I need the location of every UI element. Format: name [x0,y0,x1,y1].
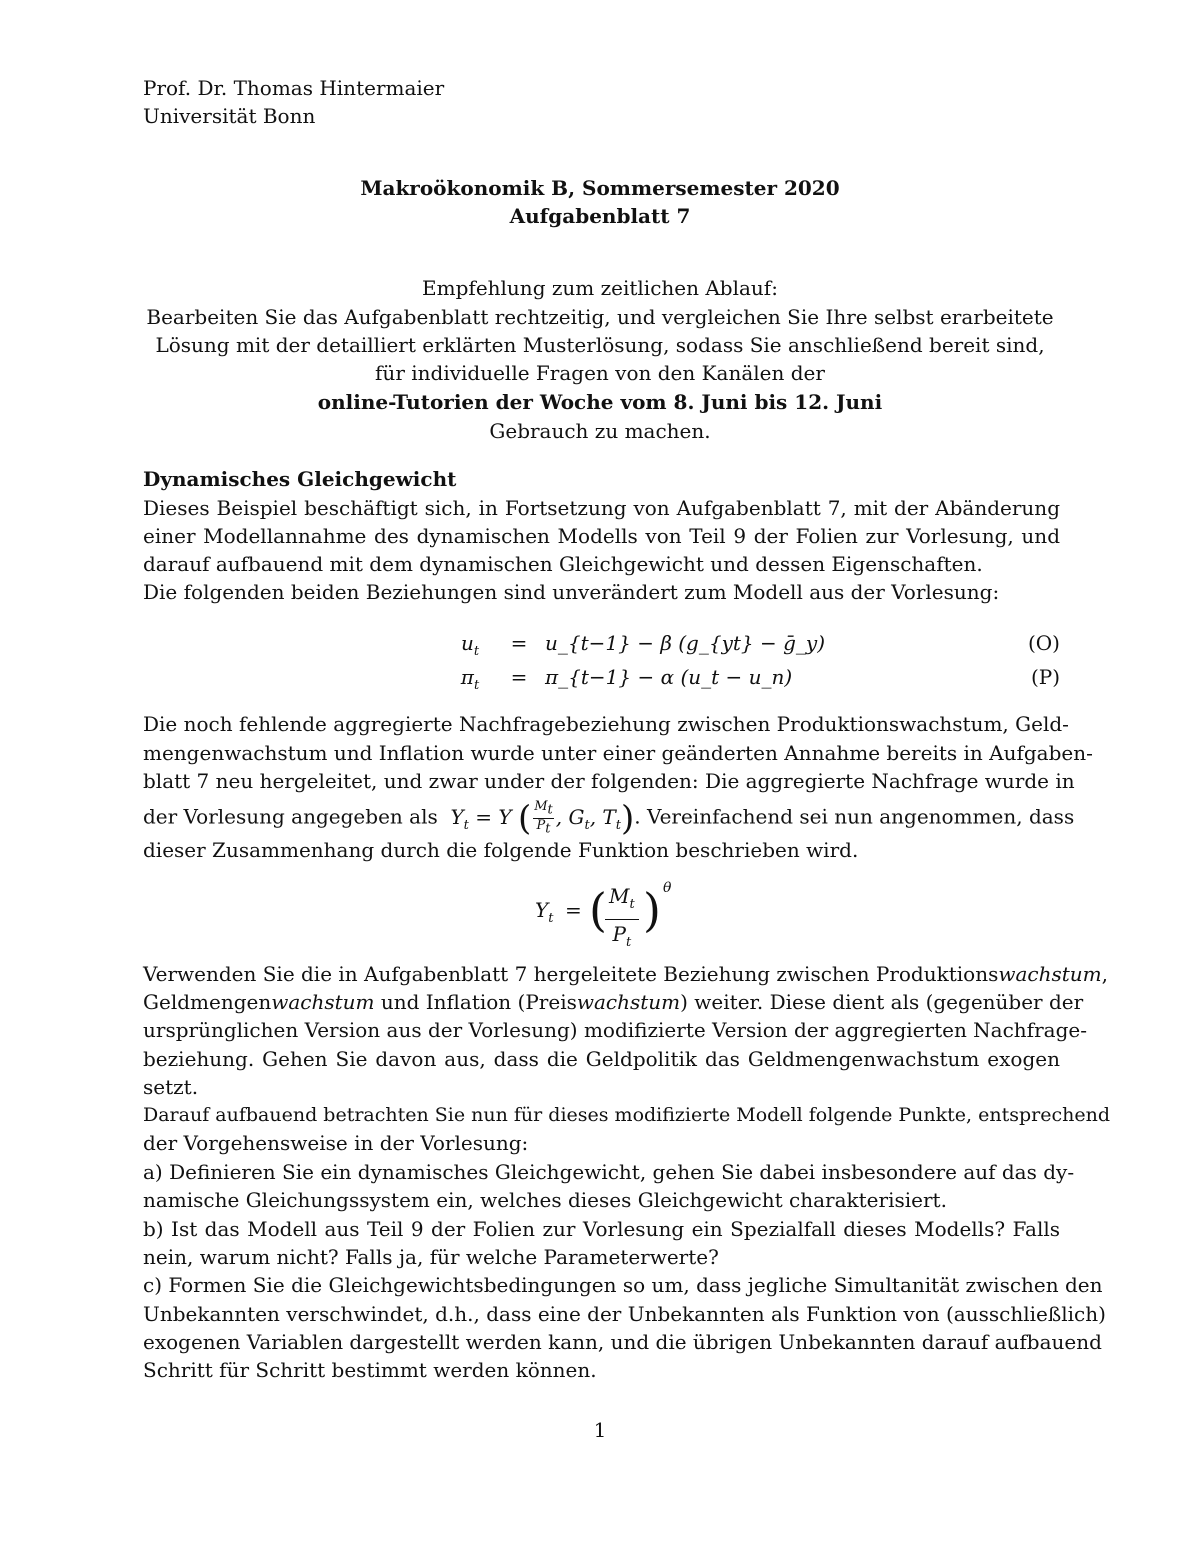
paragraph-line: beziehung. Gehen Sie davon aus, dass die Geldpolitik das Geldmengenwachstum exogen [143,1047,1060,1071]
equation-lhs: $u_t$ [460,631,480,659]
task-c-cont: Schritt für Schritt bestimmt werden können. [143,1358,597,1382]
affiliation: Universität Bonn [143,104,316,128]
intro-line: Die folgenden beiden Beziehungen sind unverändert zum Modell aus der Vorlesung: [143,580,1000,604]
tutorial-dates: online-Tutorien der Woche vom 8. Juni bis 12. Juni [317,390,883,414]
paragraph-line: ursprünglichen Version aus der Vorlesung) modifizierte Version der aggregierten Nachfrage- [143,1018,1087,1042]
equation-okun [0,626,1200,660]
recommendation-text: Bearbeiten Sie das Aufgabenblatt rechtzeitig, und vergleichen Sie Ihre selbst erarbeitete [146,305,1054,329]
emphasis: wachstum [271,990,375,1014]
recommendation-heading: Empfehlung zum zeitlichen Ablauf: [422,276,778,300]
demand-function-formula: $Y_t$ = ( $\frac{M_t}{P_t}$ ) θ [535,880,672,950]
task-b: b) Ist das Modell aus Teil 9 der Folien zur Vorlesung ein Spezialfall dieses Modells? Falls [143,1217,1060,1241]
task-c-cont: Unbekannten verschwindet, d.h., dass eine der Unbekannten als Funktion von (ausschließlich) [143,1302,1106,1326]
paragraph-line: setzt. [143,1075,199,1099]
equation-rhs: π_{t−1} − α (u_t − u_n) [545,665,793,689]
paragraph-line: der Vorgehensweise in der Vorlesung: [143,1131,529,1155]
course-title: Makroökonomik B, Sommersemester 2020 [360,176,840,200]
author-name: Prof. Dr. Thomas Hintermaier [143,76,445,100]
text-segment: Verwenden Sie die in Aufgabenblatt 7 hergeleitete Beziehung zwischen Produktions [143,962,999,986]
equals-sign: = [510,631,528,655]
paragraph-line: Die noch fehlende aggregierte Nachfragebeziehung zwischen Produktionswachstum, Geld- [143,712,1069,736]
emphasis: wachstum [998,962,1102,986]
paragraph-line [143,960,1108,988]
text-segment: und Inflation (Preis [374,990,577,1014]
page-number: 1 [593,1418,607,1442]
recommendation-text: Lösung mit der detailliert erklärten Musterlösung, sodass Sie anschließend bereit sind, [155,333,1045,357]
formula-trail-text: . Vereinfachend sei nun angenommen, dass [634,804,1075,829]
recommendation-text: für individuelle Fragen von den Kanälen der [375,361,825,385]
section-heading: Dynamisches Gleichgewicht [143,467,457,491]
emphasis: wachstum [576,990,681,1014]
task-c: c) Formen Sie die Gleichgewichtsbedingungen so um, dass jegliche Simultanität zwischen den [143,1273,1103,1297]
task-a-cont: namische Gleichungssystem ein, welches dieses Gleichgewicht charakterisiert. [143,1188,947,1212]
paragraph-line [143,988,1083,1016]
paragraph-line: blatt 7 neu hergeleitet, und zwar under der folgenden: Die aggregierte Nachfrage wurde in [143,769,1075,793]
text-segment: Geldmengen [143,990,272,1014]
intro-line: darauf aufbauend mit dem dynamischen Gleichgewicht und dessen Eigenschaften. [143,552,983,576]
paragraph-line: dieser Zusammenhang durch die folgende Funktion beschrieben wird. [143,838,859,862]
recommendation-text: Gebrauch zu machen. [489,419,711,443]
equation-lhs: $\pi_t$ [460,665,480,693]
equals-sign: = [510,665,528,689]
equation-tag: (P) [1030,665,1060,689]
intro-line: Dieses Beispiel beschäftigt sich, in Fortsetzung von Aufgabenblatt 7, mit der Abänderung [143,496,1060,520]
inline-formula: $Y_t = Y$ ( $\frac{M_t}{P_t}$ , $G_t$, $T_t$) [444,798,635,839]
text-segment: ) weiter. Diese dient als (gegenüber der [680,990,1084,1014]
paragraph-line-with-formula [143,800,1074,840]
task-b-cont: nein, warum nicht? Falls ja, für welche Parameterwerte? [143,1245,719,1269]
sheet-title: Aufgabenblatt 7 [509,204,691,228]
equation-tag: (O) [1027,631,1060,655]
intro-line: einer Modellannahme des dynamischen Modells von Teil 9 der Folien zur Vorlesung, und [143,524,1060,548]
equation-phillips [0,660,1200,694]
paragraph-line: Darauf aufbauend betrachten Sie nun für dieses modifizierte Modell folgende Punkte, entsprechend [143,1104,1110,1126]
paragraph-line: mengenwachstum und Inflation wurde unter einer geänderten Annahme bereits in Aufgaben- [143,741,1093,765]
text-segment: , [1101,962,1108,986]
formula-lead-text: der Vorlesung angegeben als [143,804,438,829]
task-a: a) Definieren Sie ein dynamisches Gleichgewicht, gehen Sie dabei insbesondere auf das dy- [143,1160,1075,1184]
task-c-cont: exogenen Variablen dargestellt werden kann, und die übrigen Unbekannten darauf aufbauend [143,1330,1102,1354]
equation-rhs: u_{t−1} − β (g_{yt} − ḡ_y) [545,631,826,655]
